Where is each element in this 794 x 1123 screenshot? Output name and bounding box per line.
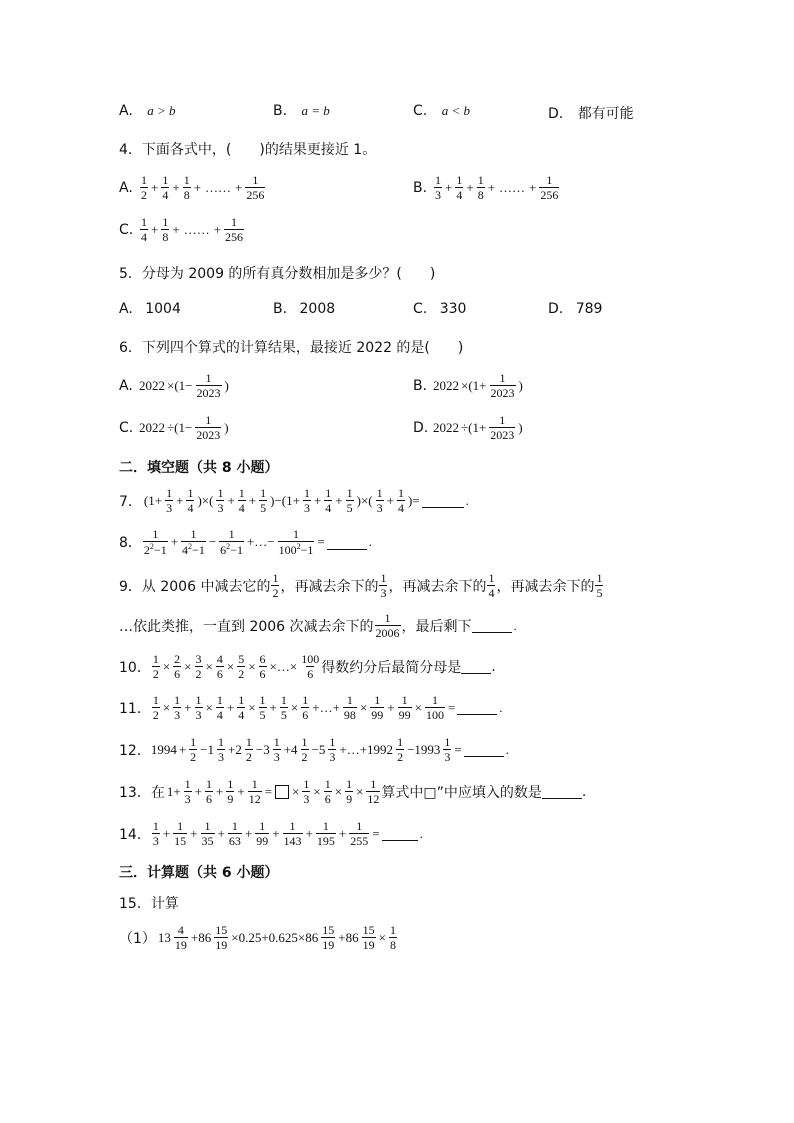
q4-a-dots: …… [205,179,232,195]
q9-line2: …依此类推，一直到 2006 次减去余下的 $\frac{1}{2006}$ ，最后剩下 . [119,611,517,640]
q15-title-text: 计算 [150,896,179,912]
q6-option-c-label: C. [119,419,134,436]
q13-number: 13． [119,784,151,801]
q4-option-b: B. $\frac{1}{3}$ + $\frac{1}{4}$ + $\frac{1}{8}$ + …… + $\frac{1}{256}$ [413,173,559,202]
q12-number: 12． [119,742,151,759]
q6-option-a: A. 2022 ×(1− $\frac{1}{2023}$ ) [119,371,229,400]
q5-option-a-label: A. [119,301,133,317]
q6-c-den: 2023 [196,428,221,442]
q3-option-b [273,103,330,119]
q10-text: 得数约分后最简分母是 [321,659,462,676]
q11-number: 11． [119,700,151,717]
q5-option-b-label: B. [273,301,288,317]
q3-option-c-text: a < b [441,103,470,118]
q5-option-a [119,301,181,317]
q13-text2: 算式中□”中应填入的数是 [381,784,542,801]
q4-option-a-label: A. [119,179,133,196]
q6-option-c: C. 2022 ÷(1− $\frac{1}{2023}$ ) [119,413,229,442]
q4-b-dots: …… [499,179,526,195]
q3-option-b-text: a = b [301,103,330,118]
q5-stem: 5．分母为 2009 的所有真分数相加是多少？( ) [119,266,436,282]
q6-c-base: 2022 [139,419,165,435]
q7: 7． (1+ $\frac{1}{3}$ + $\frac{1}{4}$ )×( $\frac{1}{3}$ + $\frac{1}{4}$ + $\frac{1}{5}$ )−(1+ $\frac{1}{3}$ + $\frac{1}{4}$ + $\frac{1}{5}$ )×( $\frac{1}{3}$ + $\frac{1}{4}$ )= . [119,486,469,515]
q5-option-d-label: D. [548,301,564,317]
q9-text2: ，再减去余下的 [280,578,379,595]
q12: 12． 1994 + $\frac{1}{2}$ −1 $\frac{1}{3}$ +2 $\frac{1}{2}$ −3 $\frac{1}{3}$ +4 $\frac{1}{2}$ −5 $\frac{1}{3}$ +…+1992 $\frac{1}{2}$ −1993 $\frac{1}{3}$ = . [119,735,509,764]
q12-lead: 1994 [150,741,177,757]
q5-option-c [413,301,466,317]
q15-title [119,893,179,913]
q3-option-a [119,103,176,119]
q5-option-c-label: C. [413,301,428,317]
q6-b-den: 2023 [490,386,515,400]
q3-option-b-label: B. [273,103,288,119]
q6-option-d: D. 2022 ÷(1+ $\frac{1}{2023}$ ) [413,413,523,442]
q6-option-b: B. 2022 ×(1+ $\frac{1}{2023}$ ) [413,371,523,400]
section-3-title: 三．计算题（共 6 小题） [119,865,279,881]
q3-option-d [548,103,634,123]
q8-number: 8． [119,535,142,551]
q11-answer-blank [457,700,497,715]
q5-option-d [548,301,602,317]
q8: 8． $\frac{1}{2^2-1}$ + $\frac{1}{4^2-1}$ − $\frac{1}{6^2-1}$ +…− $\frac{1}{100^2-1}$ = . [119,527,372,557]
q3-option-a-label: A. [119,103,133,119]
q10: 10． $\frac{1}{2}$ × $\frac{2}{6}$ × $\frac{3}{2}$ × $\frac{4}{6}$ × $\frac{5}{2}$ × $\frac{6}{6}$ ×…× $\frac{100}{6}$ 得数约分后最简分母是 . [119,652,496,681]
q6-option-a-label: A. [119,377,133,394]
q3-option-d-text: 都有可能 [577,106,634,122]
q9-line1: 9． 从 2006 中减去它的 $\frac{1}{2}$ ，再减去余下的 $\frac{1}{3}$ ，再减去余下的 $\frac{1}{4}$ ，再减去余下的 $\frac{1}{5}$ [119,571,603,600]
q15-number: 15． [119,896,151,912]
q6-d-den: 2023 [490,428,515,442]
q7-number: 7． [119,493,142,510]
q9-number: 9． [119,578,142,595]
q6-a-base: 2022 [139,377,165,393]
q11: 11． $\frac{1}{2}$ × $\frac{1}{3}$ + $\frac{1}{3}$ × $\frac{1}{4}$ + $\frac{1}{4}$ × $\frac{1}{5}$ + $\frac{1}{5}$ × $\frac{1}{6}$ +…+ $\frac{1}{98}$ × $\frac{1}{99}$ + $\frac{1}{99}$ × $\frac{1}{100}$ = . [119,693,503,722]
q6-option-b-label: B. [413,377,428,394]
q5-option-b [273,301,335,317]
q9-den: 2006 [375,626,400,640]
q13: 13． 在 1+ $\frac{1}{3}$ + $\frac{1}{6}$ + $\frac{1}{9}$ + $\frac{1}{12}$ = × $\frac{1}{3}$ × $\frac{1}{6}$ × $\frac{1}{9}$ × $\frac{1}{12}$ 算式中□”中应填入的数是 . [119,777,587,806]
q4-option-c: C. $\frac{1}{4}$ + $\frac{1}{8}$ + …… + $\frac{1}{256}$ [119,215,244,244]
q9-text3: ，再减去余下的 [388,578,487,595]
q14-answer-blank [382,826,418,841]
q5-option-d-text: 789 [575,301,603,317]
q8-answer-blank [327,535,367,550]
q10-end: . [491,658,496,675]
q6-a-den: 2023 [196,386,221,400]
q15-part-label: （1） [119,930,156,947]
q4-option-b-label: B. [413,179,428,196]
q4-stem: 4．下面各式中，( )的结果更接近 1。 [119,142,377,158]
q13-text1: 在 [150,784,165,801]
q6-stem: 6．下列四个算式的计算结果，最接近 2022 的是( ) [119,340,464,356]
q13-box [275,785,289,799]
q4-option-c-label: C. [119,221,134,238]
q9-text1: 从 2006 中减去它的 [141,578,271,595]
q4-c-dots: …… [183,221,210,237]
q9-text4: ，再减去余下的 [496,578,595,595]
q7-answer-blank [422,493,464,508]
q14: 14． $\frac{1}{3}$ + $\frac{1}{15}$ + $\frac{1}{35}$ + $\frac{1}{63}$ + $\frac{1}{99}$ + $\frac{1}{143}$ + $\frac{1}{195}$ + $\frac{1}{255}$ = . [119,819,423,848]
q15-part-1: （1） 13 $\frac{4}{19}$ +86 $\frac{15}{19}$ ×0.25+0.625×86 $\frac{15}{19}$ +86 $\frac{15}{19}$ × $\frac{1}{8}$ [119,923,396,952]
q6-b-base: 2022 [433,377,459,393]
q14-number: 14． [119,826,151,843]
q5-option-c-text: 330 [439,301,467,317]
q6-option-d-label: D. [413,419,429,436]
q10-number: 10． [119,659,151,676]
q3-option-c-label: C. [413,103,428,119]
q6-d-base: 2022 [433,419,459,435]
q13-answer-blank [542,784,582,799]
q9-text5: …依此类推，一直到 2006 次减去余下的 [119,618,374,635]
q3-option-c [413,103,470,119]
section-2-title: 二．填空题（共 8 小题） [119,460,279,476]
q4-option-a: A. $\frac{1}{2}$ + $\frac{1}{4}$ + $\frac{1}{8}$ + …… + $\frac{1}{256}$ [119,173,265,202]
q3-option-a-text: a > b [147,103,176,118]
q3-option-d-label: D. [548,106,564,122]
q9-answer-blank [472,618,512,633]
q9-text6: ，最后剩下 [401,618,472,635]
q13-end: . [581,783,587,800]
q10-answer-blank [461,659,491,674]
q12-answer-blank [464,742,504,757]
q5-option-b-text: 2008 [299,301,336,317]
q5-option-a-text: 1004 [145,301,181,317]
